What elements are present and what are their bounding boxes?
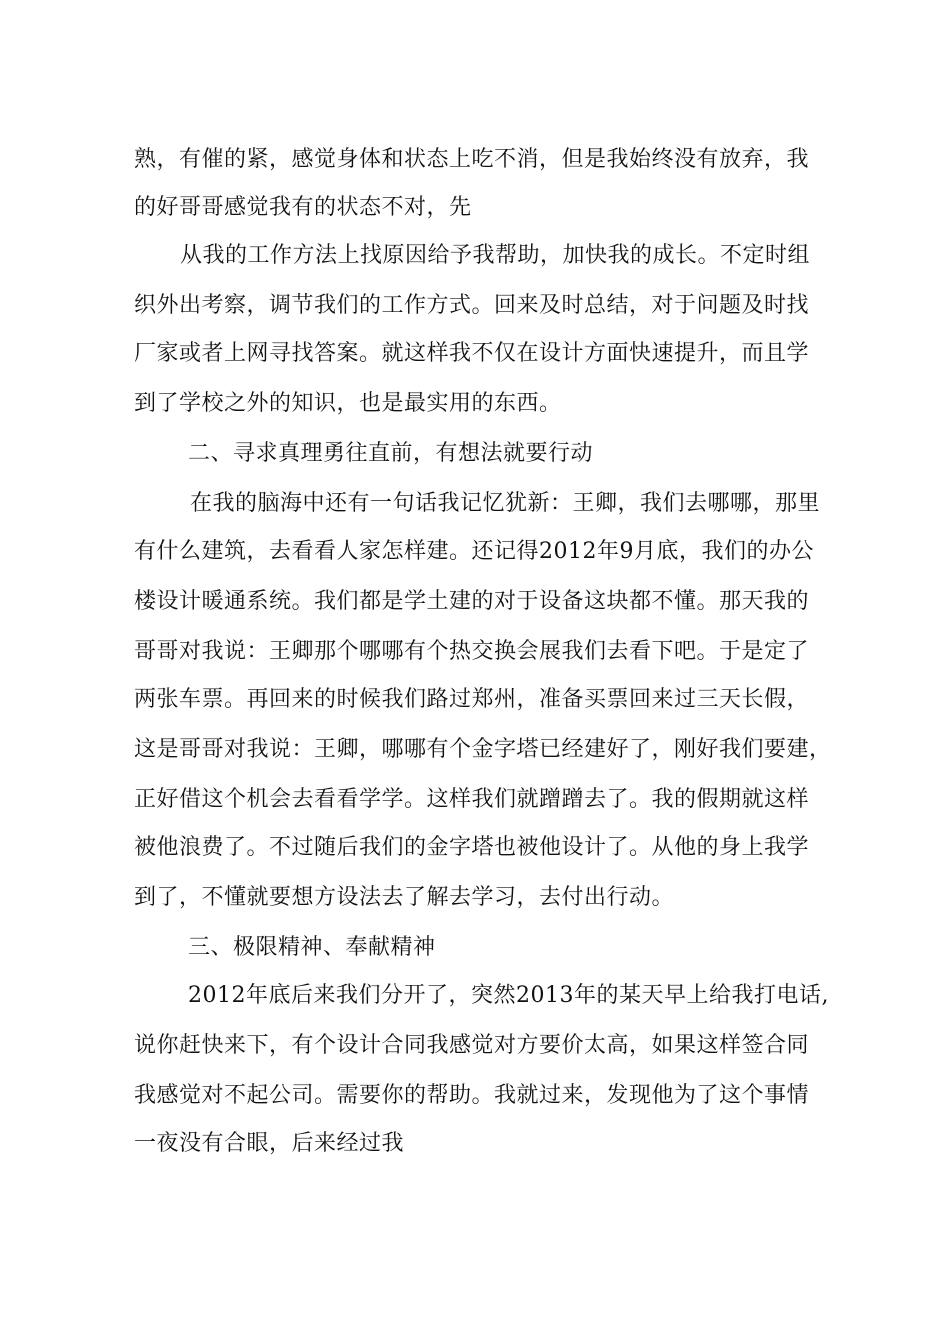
- text-line: 2012年底后来我们分开了，突然2013年的某天早上给我打电话,: [188, 983, 829, 1008]
- text-line: 的好哥哥感觉我有的状态不对，先: [134, 195, 472, 220]
- text-line: 我感觉对不起公司。需要你的帮助。我就过来，发现他为了这个事情: [134, 1083, 810, 1108]
- text-line: 从我的工作方法上找原因给予我帮助，加快我的成长。不定时组: [180, 243, 811, 268]
- text-line: 被他浪费了。不过随后我们的金字塔也被他设计了。从他的身上我学: [134, 835, 810, 860]
- text-line: 有什么建筑，去看看人家怎样建。还记得2012年9月底，我们的办公: [134, 539, 814, 564]
- text-line: 哥哥对我说：王卿那个哪哪有个热交换会展我们去看下吧。于是定了: [134, 639, 810, 664]
- text-line: 楼设计暖通系统。我们都是学土建的对于设备这块都不懂。那天我的: [134, 589, 810, 614]
- section-heading: 三、极限精神、奉献精神: [188, 935, 436, 960]
- text-line: 两张车票。再回来的时候我们路过郑州，准备买票回来过三天长假，: [134, 687, 810, 712]
- text-line: 熟，有催的紧，感觉身体和状态上吃不消，但是我始终没有放弃，我: [134, 147, 810, 172]
- text-line: 织外出考察，调节我们的工作方式。回来及时总结，对于问题及时找: [134, 293, 810, 318]
- text-line: 一夜没有合眼，后来经过我: [134, 1131, 405, 1156]
- text-line: 到了，不懂就要想方设法去了解去学习，去付出行动。: [134, 885, 675, 910]
- text-line: 正好借这个机会去看看学学。这样我们就蹭蹭去了。我的假期就这样: [134, 787, 810, 812]
- text-line: 到了学校之外的知识，也是最实用的东西。: [134, 391, 562, 416]
- text-line: 说你赶快来下，有个设计合同我感觉对方要价太高，如果这样签合同: [134, 1033, 810, 1058]
- text-line: 在我的脑海中还有一句话我记忆犹新：王卿，我们去哪哪，那里: [190, 491, 821, 516]
- text-line: 厂家或者上网寻找答案。就这样我不仅在设计方面快速提升，而且学: [134, 341, 810, 366]
- text-line: 这是哥哥对我说：王卿，哪哪有个金字塔已经建好了，刚好我们要建，: [134, 737, 832, 762]
- section-heading: 二、寻求真理勇往直前，有想法就要行动: [188, 441, 594, 466]
